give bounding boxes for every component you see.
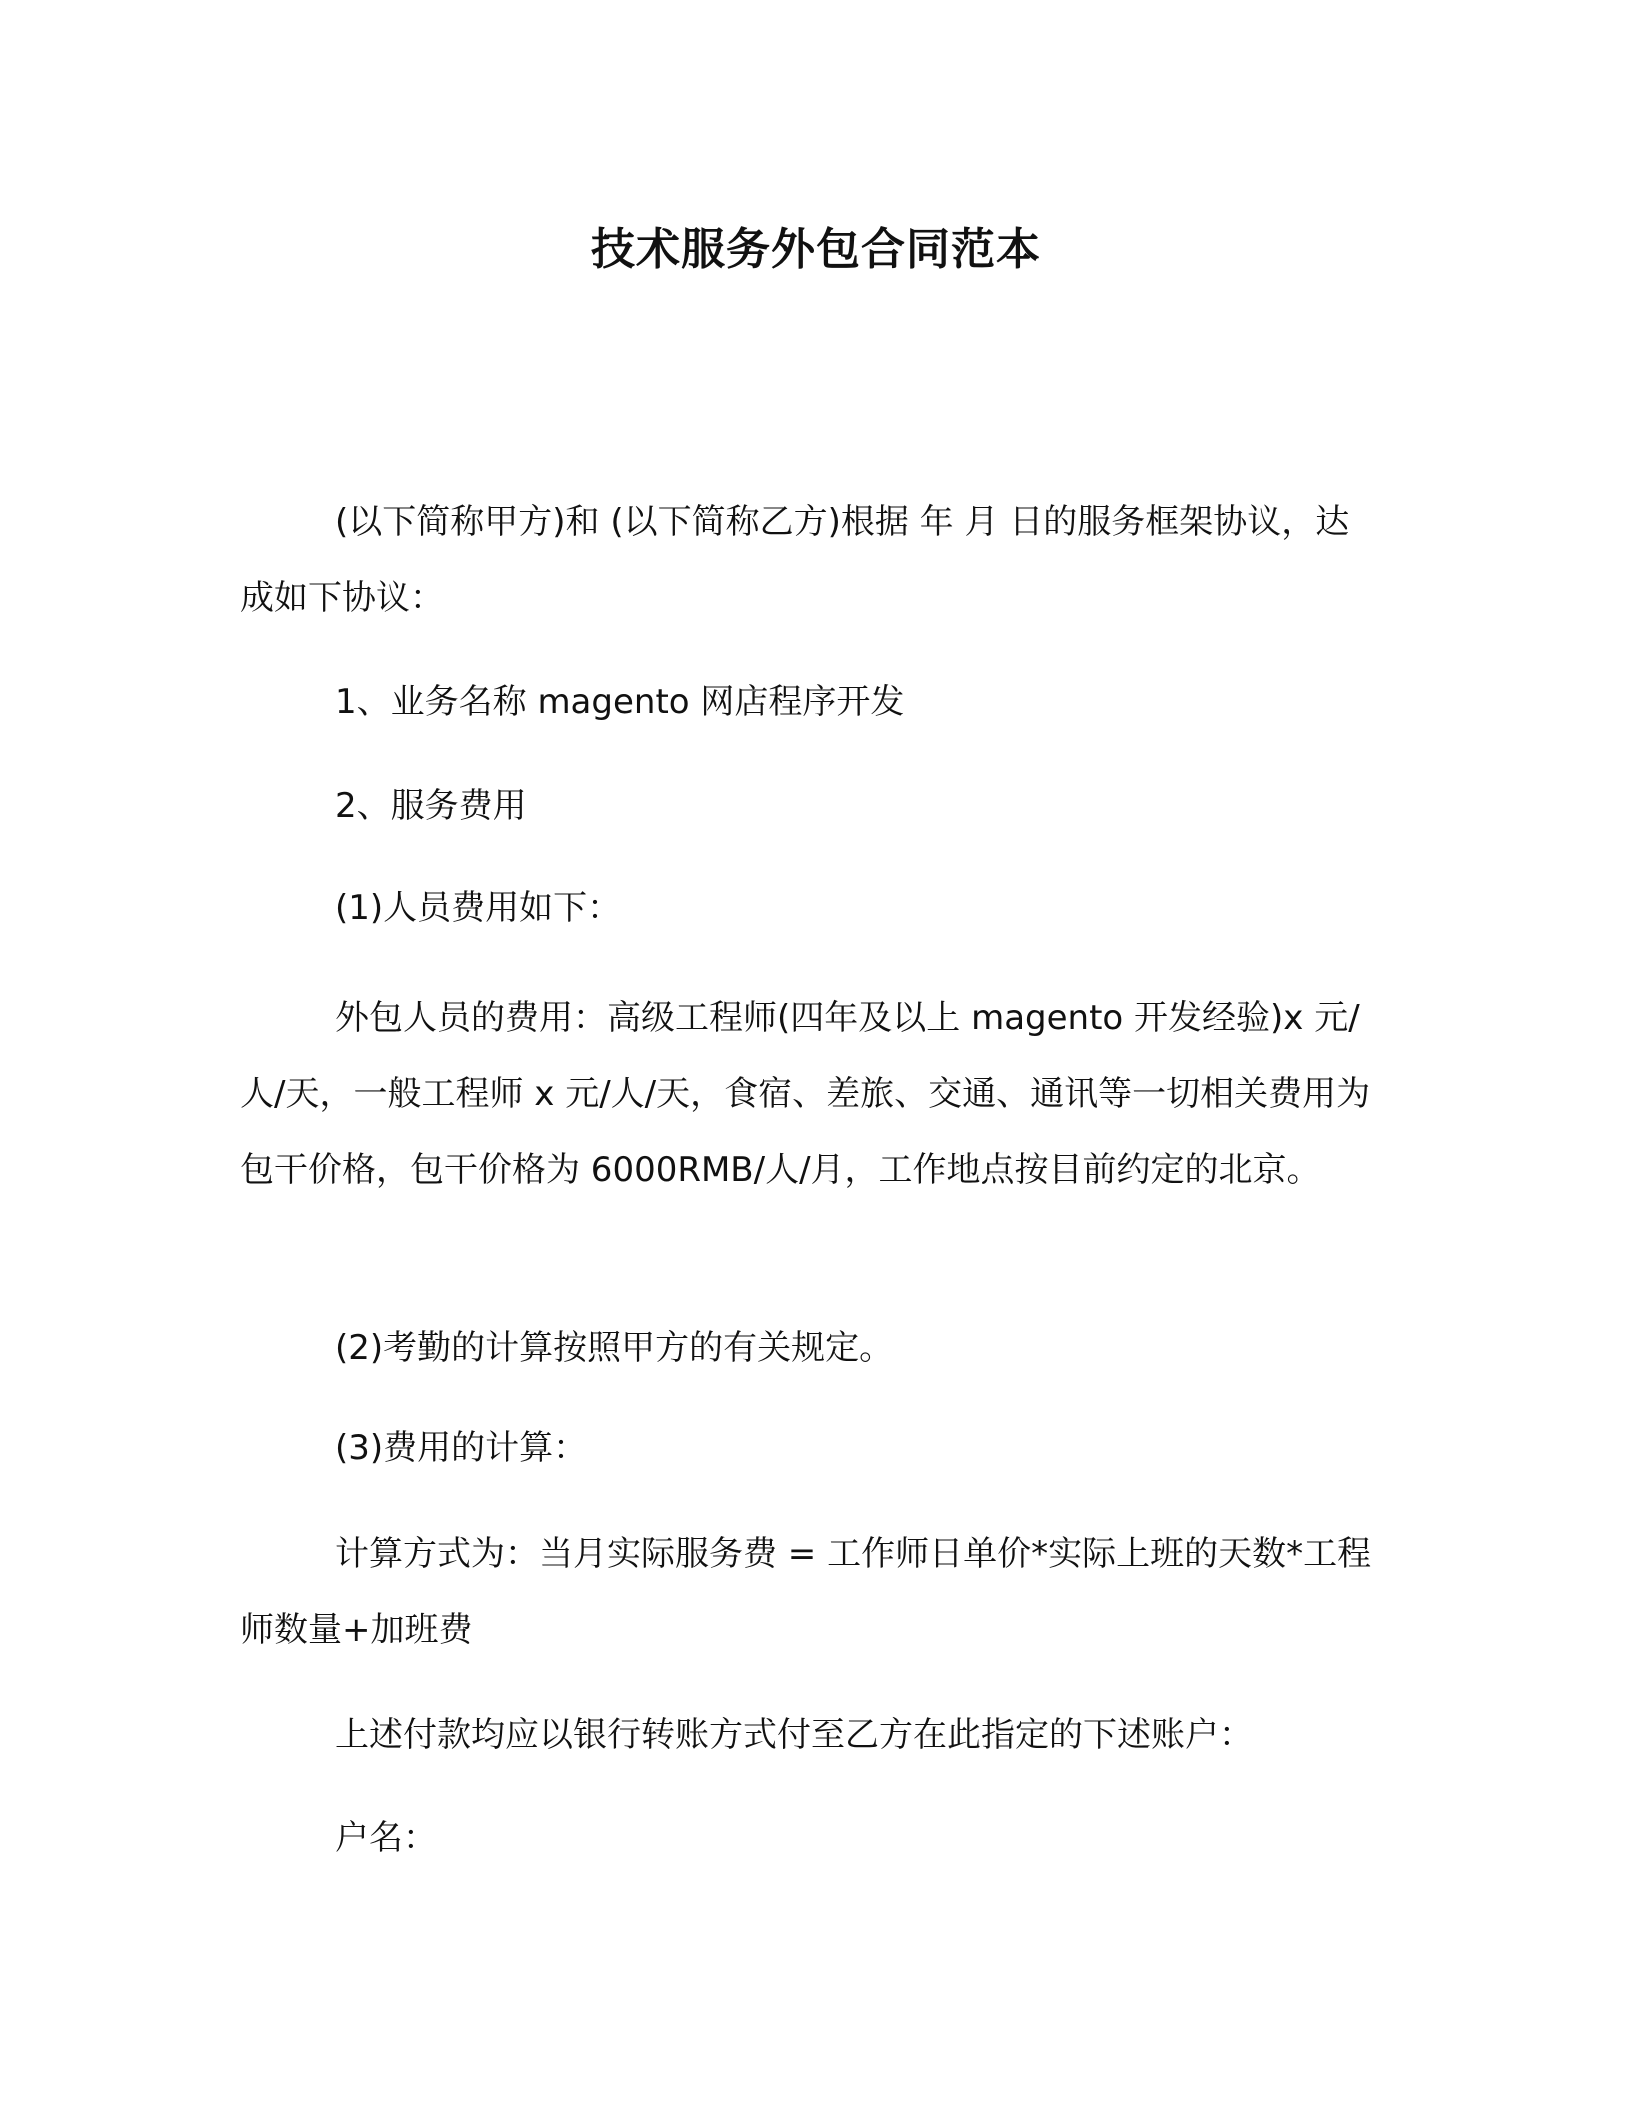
paragraph-preamble: (以下简称甲方)和 (以下简称乙方)根据 年 月 日的服务框架协议，达成如下协议： bbox=[240, 502, 1350, 618]
paragraph-outsourcing-cost: 外包人员的费用：高级工程师(四年及以上 magento 开发经验)x 元/人/天，一般工程师 x 元/人/天，食宿、差旅、交通、通讯等一切相关费用为包干价格，包干价格为 6000RMB/人/月，工作地点按目前约定的北京。 bbox=[240, 998, 1371, 1190]
paragraph-personnel-fee: (1)人员费用如下： bbox=[335, 888, 622, 928]
paragraph-payment-account: 上述付款均应以银行转账方式付至乙方在此指定的下述账户： bbox=[335, 1715, 1253, 1755]
paragraph-business-name: 1、业务名称 magento 网店程序开发 bbox=[335, 682, 905, 722]
paragraph-attendance: (2)考勤的计算按照甲方的有关规定。 bbox=[335, 1328, 894, 1368]
paragraph-fee-calculation: (3)费用的计算： bbox=[335, 1428, 588, 1468]
paragraph-account-name: 户名： bbox=[335, 1818, 437, 1858]
paragraph-calculation-method: 计算方式为：当月实际服务费 = 工作师日单价*实际上班的天数*工程师数量+加班费 bbox=[240, 1534, 1372, 1650]
paragraph-service-fee: 2、服务费用 bbox=[335, 786, 527, 826]
document-title: 技术服务外包合同范本 bbox=[591, 224, 1041, 275]
